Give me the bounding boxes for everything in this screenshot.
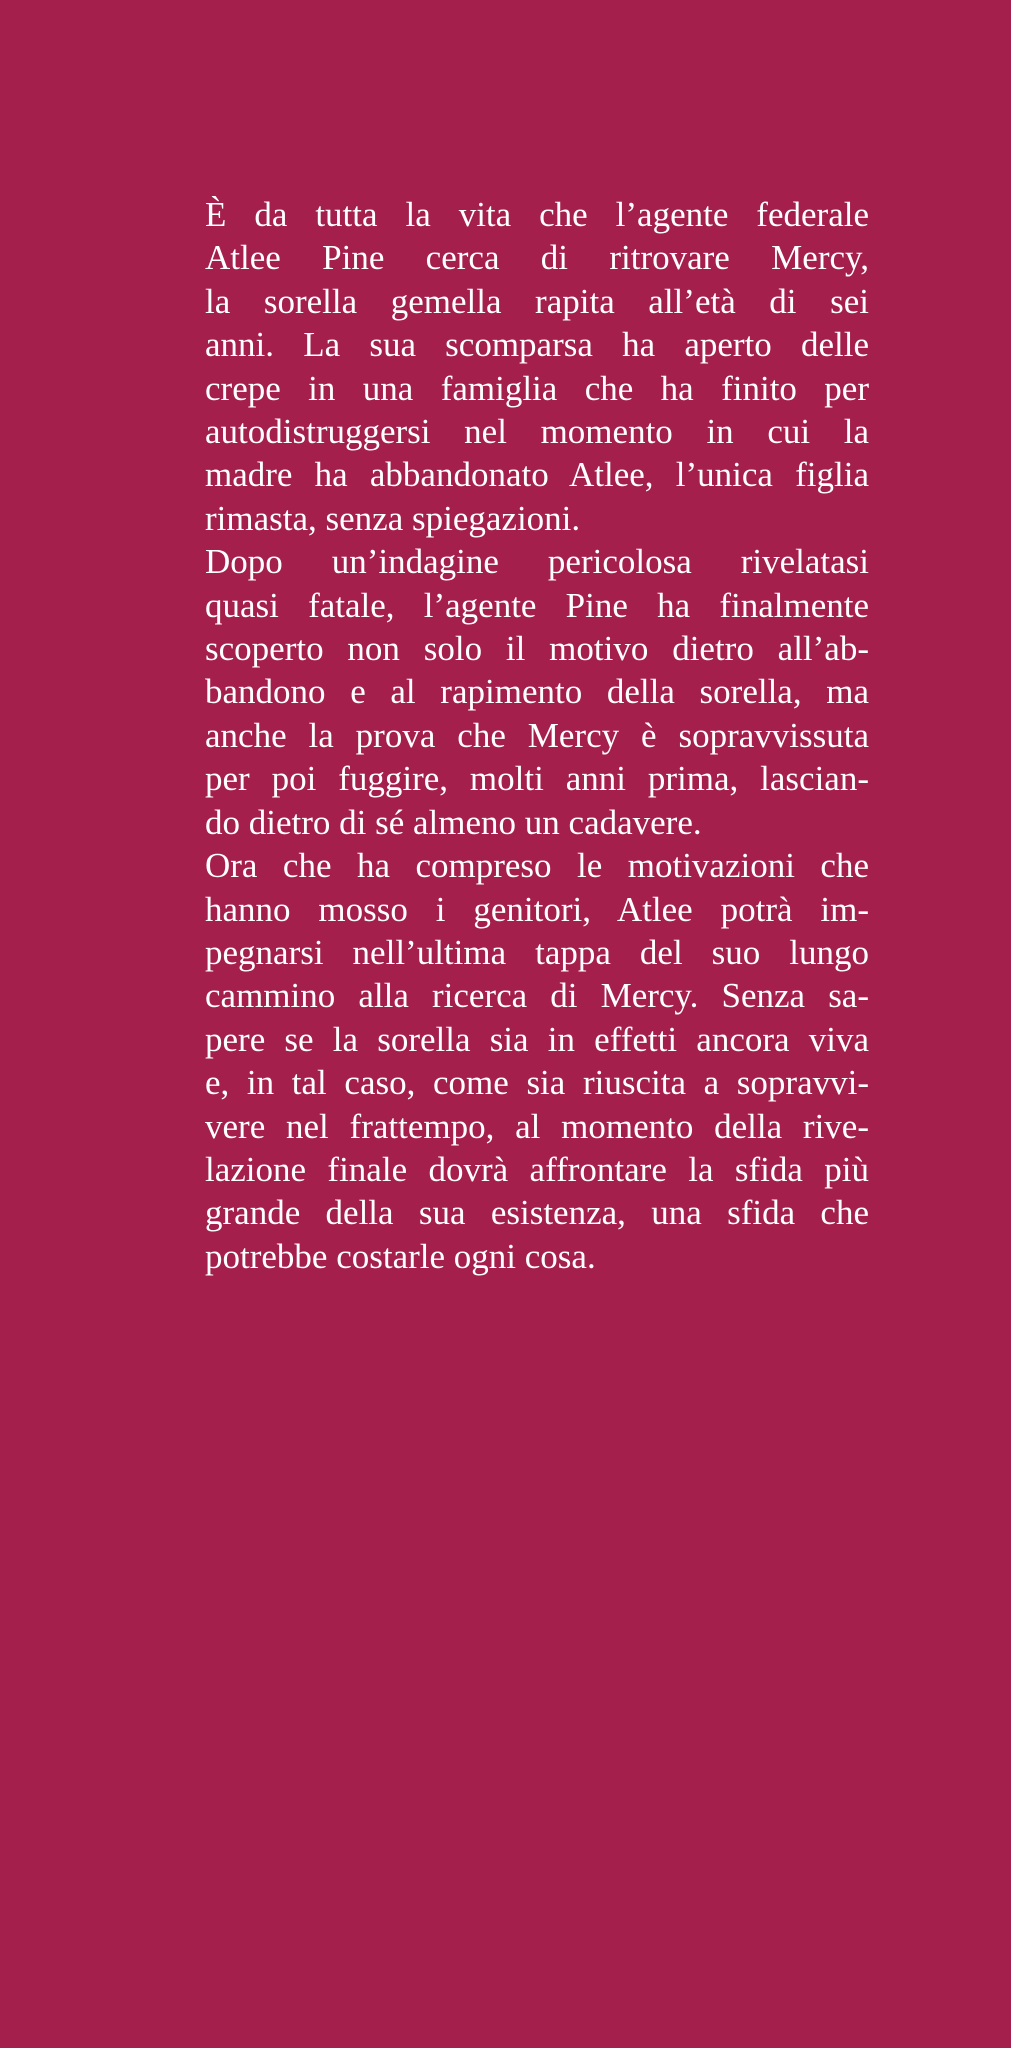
blurb-paragraph-3 [205, 844, 869, 1278]
blurb-line: Atlee Pine cerca di ritrovare Mercy, [205, 238, 869, 278]
blurb-line: Dopo un’indagine pericolosa rivelatasi [205, 542, 869, 582]
blurb-line: È da tutta la vita che l’agente federale [205, 195, 869, 234]
blurb-paragraph-1 [205, 193, 869, 540]
blurb-line: pere se la sorella sia in effetti ancora viva [205, 1019, 869, 1059]
blurb-line: per poi fuggire, molti anni prima, lascian- [205, 759, 869, 799]
blurb-line: madre ha abbandonato Atlee, l’unica figlia [205, 455, 869, 495]
blurb-paragraph-2 [205, 540, 869, 844]
blurb-line: bandono e al rapimento della sorella, ma [205, 672, 869, 712]
blurb-line: la sorella gemella rapita all’età di sei [205, 281, 869, 321]
blurb-line: crepe in una famiglia che ha finito per [205, 368, 869, 408]
blurb-text [205, 193, 869, 1278]
blurb-line: Ora che ha compreso le motivazioni che [205, 846, 869, 886]
blurb-line: anni. La sua scomparsa ha aperto delle [205, 325, 869, 365]
blurb-line: e, in tal caso, come sia riuscita a sopravvi- [205, 1063, 869, 1103]
blurb-line: rimasta, senza spiegazioni. [205, 498, 581, 538]
blurb-line: vere nel frattempo, al momento della rive- [205, 1106, 869, 1146]
blurb-line: lazione finale dovrà affrontare la sfida più [205, 1149, 869, 1189]
blurb-line: scoperto non solo il motivo dietro all’ab- [205, 629, 869, 669]
blurb-line: potrebbe costarle ogni cosa. [205, 1236, 596, 1276]
blurb-line: autodistruggersi nel momento in cui la [205, 412, 869, 452]
blurb-line: hanno mosso i genitori, Atlee potrà im- [205, 889, 869, 929]
blurb-line: grande della sua esistenza, una sfida che [205, 1193, 869, 1233]
blurb-line: cammino alla ricerca di Mercy. Senza sa- [205, 976, 869, 1016]
blurb-line: do dietro di sé almeno un cadavere. [205, 802, 702, 842]
blurb-line: anche la prova che Mercy è sopravvissuta [205, 715, 869, 755]
blurb-line: pegnarsi nell’ultima tappa del suo lungo [205, 932, 869, 972]
blurb-line: quasi fatale, l’agente Pine ha finalmente [205, 585, 869, 625]
